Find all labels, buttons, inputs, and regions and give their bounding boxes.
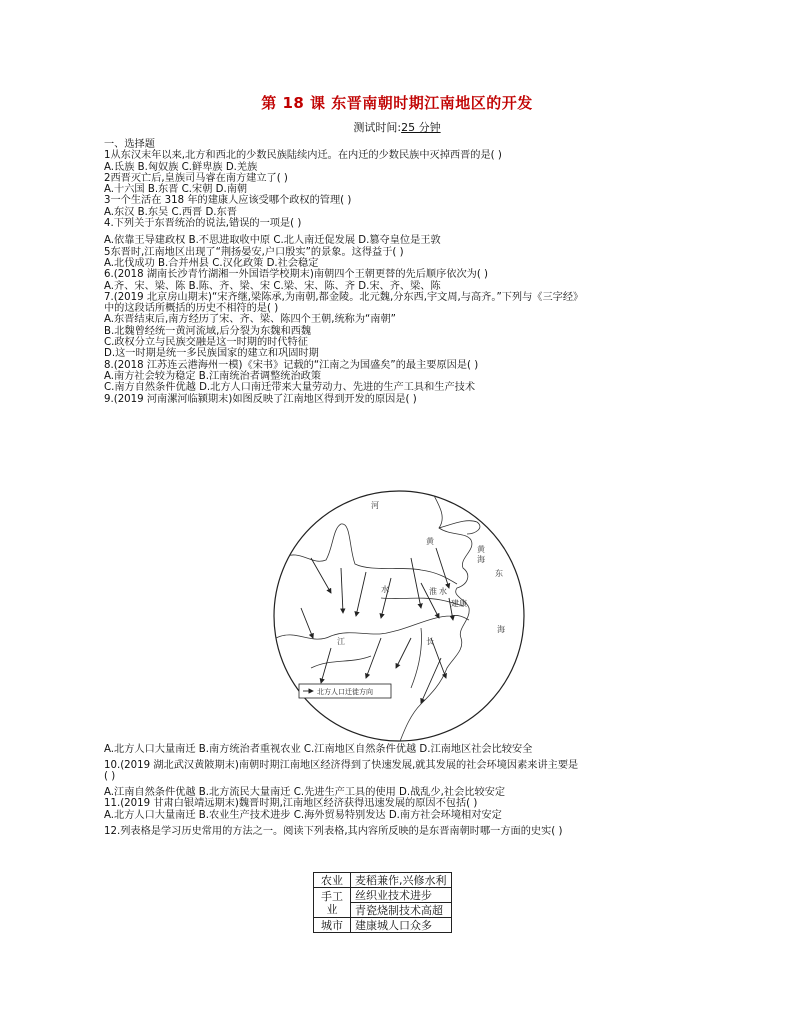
option-line: C.政权分立与民族交融是这一时期的时代特征 [104,337,308,349]
map-label: 东 [495,569,503,578]
question-line: 3一个生活在 318 年的建康人应该受哪个政权的管理( ) [104,195,352,207]
table-row [314,873,452,888]
question-line: 12.列表格是学习历史常用的方法之一。阅读下列表格,其内容所反映的是东晋南朝时哪一方面的史实( ) [104,825,563,837]
question-line: 11.(2019 甘肃白银靖远期末)魏晋时期,江南地区经济获得迅速发展的原因不包括( ) [104,798,478,810]
map-label: 黄 [477,545,485,554]
table-cell: 建康城人口众多 [351,918,452,933]
option-line: C.南方自然条件优越 D.北方人口南迁带来大量劳动力、先进的生产工具和生产技术 [104,382,476,394]
question-block-lower [104,744,704,837]
map-label: 淮 [429,587,437,596]
question-line: 6.(2018 湖南长沙青竹湖湘一外国语学校期末)南朝四个王朝更替的先后顺序依次为( ) [104,269,489,281]
map-label: 水 [381,585,389,594]
question-line: 1从东汉末年以来,北方和西北的少数民族陆续内迁。在内迁的少数民族中灭掉西晋的是( ) [104,150,502,162]
table-cell: 丝织业技术进步 [351,888,452,903]
question-line: ( ) [104,771,116,783]
question-line: 中的这段话所概括的历史不相符的是( ) [104,303,279,315]
question-line: 2西晋灭亡后,皇族司马睿在南方建立了( ) [104,172,288,184]
option-line: A.北伐成功 B.合并州县 C.汉化政策 D.社会稳定 [104,257,319,269]
map-label: 黄 [426,537,434,546]
legend-text: 北方人口迁徙方向 [317,688,373,696]
map-border [274,491,524,741]
question-line: 10.(2019 湖北武汉黄陂期末)南朝时期江南地区经济得到了快速发展,就其发展的社会环境因素来讲主要是 [104,759,579,771]
question-line: 4.下列关于东晋统治的说法,错误的一项是( ) [104,218,302,230]
test-time [0,119,794,135]
option-line: A.东汉 B.东吴 C.西晋 D.东晋 [104,206,237,218]
question-line: 8.(2018 江苏连云港海州一模)《宋书》记载的“江南之为国盛矣”的最主要原因是( ) [104,359,479,371]
map-legend [299,684,391,698]
option-line: A.南方社会较为稳定 B.江南统治者调整统治政策 [104,370,322,382]
option-line: A.北方人口大量南迁 B.南方统治者重视农业 C.江南地区自然条件优越 D.江南地区社会比较安全 [104,744,533,755]
map-label: 海 [477,555,485,564]
table-head-cell: 手工业 [314,888,351,918]
test-time-value: 25 分钟 [401,121,441,134]
test-time-label: 测试时间: [353,121,402,134]
question-line: 7.(2019 北京房山期末)“宋齐继,梁陈承,为南朝,都金陵。北元魏,分东西,宇文周,与高齐。”下列与《三字经》 [104,291,584,303]
question-line: 5东晋时,江南地区出现了“荆扬晏安,户口殷实”的景象。这得益于( ) [104,246,404,258]
table-head-cell: 城市 [314,918,351,933]
migration-map [271,488,527,744]
map-label: 水 [439,587,447,596]
option-line: A.齐、宋、梁、陈 B.陈、齐、梁、宋 C.梁、宋、陈、齐 D.宋、齐、梁、陈 [104,280,441,292]
map-label: 长 [426,637,434,646]
option-line: A.北方人口大量南迁 B.农业生产技术进步 C.海外贸易特别发达 D.南方社会环境相对安定 [104,809,502,821]
option-line: A.氐族 B.匈奴族 C.鲜卑族 D.羌族 [104,161,258,173]
table-head-cell: 农业 [314,873,351,888]
page-title: 第 18 课 东晋南朝时期江南地区的开发 [261,94,533,112]
map-figure [271,488,527,744]
table-cell: 麦稻兼作,兴修水利 [351,873,452,888]
map-label: 河 [371,501,379,510]
question-block [104,139,704,405]
section-heading: 一、选择题 [104,139,155,150]
question-line: 9.(2019 河南漯河临颍期末)如图反映了江南地区得到开发的原因是( ) [104,393,417,405]
option-line: B.北魏曾经统一黄河流域,后分裂为东魏和西魏 [104,325,312,337]
option-line: A.东晋结束后,南方经历了宋、齐、梁、陈四个王朝,统称为“南朝” [104,314,396,326]
option-line: A.依靠王导建政权 B.不思进取收中原 C.北人南迁促发展 D.篡夺皇位是王敦 [104,235,441,247]
history-table [313,872,452,933]
table-row [314,918,452,933]
table-cell: 青瓷烧制技术高超 [351,903,452,918]
map-label: 江 [337,637,345,646]
option-line: A.十六国 B.东晋 C.宋朝 D.南朝 [104,184,248,196]
option-line: D.这一时期是统一多民族国家的建立和巩固时期 [104,348,319,360]
map-label: 海 [497,625,505,634]
map-label: 建康 [451,599,467,608]
table-row [314,888,452,903]
option-line: A.江南自然条件优越 B.北方流民大量南迁 C.先进生产工具的使用 D.战乱少,社会比较安定 [104,786,506,798]
